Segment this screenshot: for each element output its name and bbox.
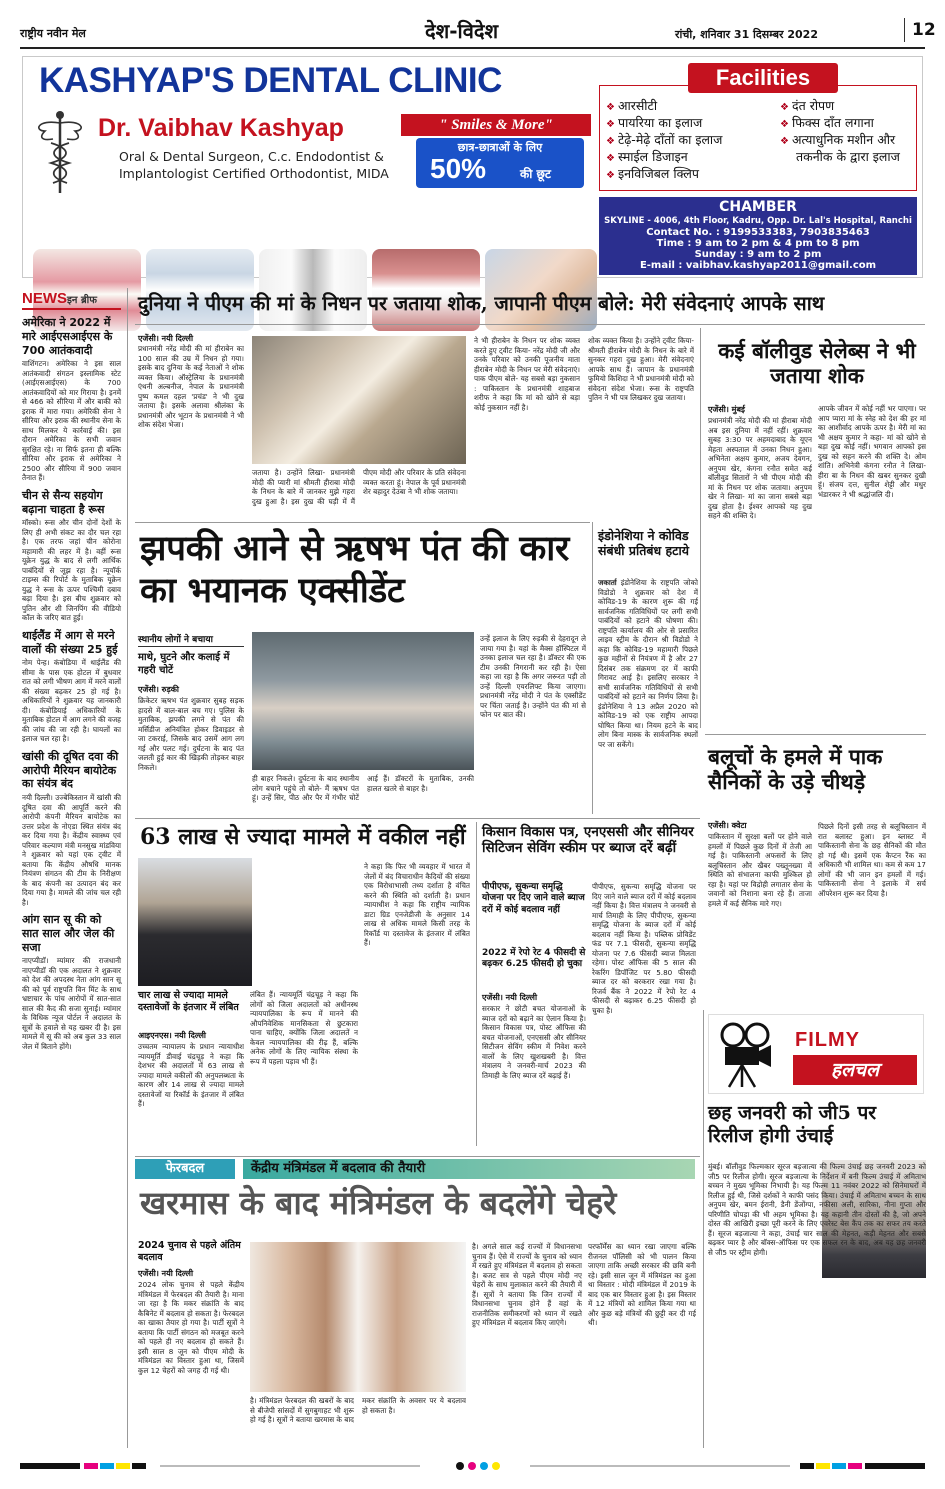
credentials-line-1: Oral & Dental Surgeon, C.c. Endodontist & [119, 149, 384, 164]
cabinet-kicker: फेरबदल [135, 1159, 235, 1179]
cabinet-subhead: 2024 चुनाव से पहले अंतिम बदलाव [138, 1240, 241, 1263]
filmy-label: FILMY [795, 1029, 860, 1051]
cabinet-col2: है। मंत्रिमंडल फेरबदल की खबरों के बाद से बीजेपी सांसदों में सुगबुगाहट भी शुरू हो गई है। सूत्रों ने बताया खरमास के बाद मकर संक्रांति के अवसर पर ये बदलाव हो सकता है। [250, 1396, 466, 1424]
aligner-image [146, 249, 254, 331]
brief-item: अमेरिका ने 2022 में मारे आईएसआईएस के 700 आतंकवादी वाशिंगटन। अमेरिका ने इस साल आतंकवादी संगठन इस्लामिक स्टेट (आईएसआईएस) के 700 आतंकवादियों को मार गिराया है। इनमें से 466 को सीरिया में और बाकी को इराक में मारा गया। अमेरिकी सेना ने सीरिया और इराक की स्थानीय सेना के साथ मिलकर ये कार्रवाई की। इस दौरान अमेरिका के सभी जवान सुरक्षित रहे। ना सिर्फ इतना ही बल्कि सीरिया और इराक से अमेरिका ने 2500 और सीरिया में 900 जवान तैनात हैं। [22, 316, 121, 483]
modi-shah-photo [250, 1242, 466, 1392]
filmy-body: मुंबई। बॉलीवुड फिल्मकार सूरज बड़जात्या की फिल्म उंचाई छह जनवरी 2023 को जी5 पर रिलीज होगी। सूरज बड़जात्या के निर्देशन में बनी फिल्म उंचाई में अमिताभ बच्चन ने मुख्य भूमिका निभायी है। यह फिल्म 11 नवंबर 2022 को सिनेमाघरों में रिलीज हुई थी, जिसे दर्शकों ने काफी पसंद किया। उंचाई में अमिताभ बच्चन के साथ अनुपम खेर, बमन ईरानी, डैनी डेंजोंग्पा, नफीसा अली, सारिका, नीना गुप्ता और परिणीति चोपड़ा की भी अहम भूमिका है। यह कहानी तीन दोस्तों की है, जो अपने दोस्त की आखिरी इच्छा पूरी करने के लिए एवरेस्ट बेस कैंप तक का सफर तय करते हैं। सूरज बड़जात्या ने कहा, उंचाई चार साल की मेहनत, कड़ी मेहनत और सबसे बढ़कर प्यार है और बॉक्स-ऑफिस पर एक सफल रन के बाद, अब यह छह जनवरी से जी5 पर स्ट्रीम होगी। [708, 1162, 926, 1257]
cabinet-headline: खरमास के बाद मंत्रिमंडल के बदलेंगे चेहरे [140, 1184, 617, 1222]
cabinet-kicker-bar [135, 1156, 700, 1178]
chief-justice-photo [138, 858, 252, 986]
clinic-name: KASHYAP'S DENTAL CLINIC [39, 61, 502, 100]
indonesia-headline: इंडोनेशिया ने कोविड संबंधी प्रतिबंध हटाये [598, 528, 689, 558]
savings-headline: किसान विकास पत्र, एनएससी और सीनियर सिटिजन सेविंग स्कीम पर ब्याज दरें बढ़ीं [482, 824, 694, 857]
doctor-name: Dr. Vaibhav Kashyap [98, 114, 344, 142]
halchal-label: हलचल [793, 1055, 917, 1085]
cabinet-col4: परफॉर्मेंस का ध्यान रखा जाएगा बल्कि रीजनल पॉलिसी को भी पालन किया जाएगा ताकि अच्छी सरकार की छवि बनी रहे। इसी साल जून में मंत्रिमंडल का हुआ था विस्तार : मोदी मंत्रिमंडल में 2019 के बाद एक बार विस्तार हुआ है। इस विस्तार में 12 मंत्रियों को शामिल किया गया था और कुछ बड़े मंत्रियों की छुट्टी कर दी गई थी। [588, 1242, 696, 1327]
savings-col1: सरकार ने छोटी बचत योजनाओं के ब्याज दरों को बढ़ाने का ऐलान किया है। किसान विकास पत्र, पोस्ट ऑफिस की बचत योजनाओं, एनएससी और सीनियर सिटीजन सेविंग स्कीम में निवेश करने वालों के लिए खुशखबरी है। वित्त मंत्रालय ने जनवरी-मार्च 2023 की तिमाही के लिए ब्याज दरें बढ़ाई हैं। [482, 1004, 586, 1080]
student-offer: छात्र-छात्राओं के लिए 50% की छूट [416, 138, 584, 188]
news-in-brief [22, 288, 121, 1448]
savings-subhead-2: 2022 में रेपो रेट 4 फीसदी से बढ़कर 6.25 फीसदी हो चुका [482, 948, 586, 970]
pant-col1: क्रिकेटर ऋषभ पंत शुक्रवार सुबह सड़क हादसे में बाल-बाल बच गए। पुलिस के मुताबिक, झपकी लगने से पंत की मर्सिडीज अनियंत्रित होकर डिवाइडर से जा टकराई, जिसके बाद उसमें आग लग गई और पलट गई। दुर्घटना के बाद पंत जलती हुई कार की खिड़की तोड़कर बाहर निकले। [138, 696, 244, 772]
pm-mother-headline: दुनिया ने पीएम की मां के निधन पर जताया शोक, जापानी पीएम बोले: मेरी संवेदनाएं आपके साथ [138, 292, 825, 315]
chamber-box: CHAMBER SKYLINE - 4006, 4th Floor, Kadru, Opp. Dr. Lal's Hospital, Ranchi Contact No. : 9199533383, 7903835463 Time : 9 am to 2 pm & 4 pm to 8 pm Sunday : 9 am to 2 pm E-mail : vaibhav.kashyap2011@gmail.com [599, 197, 917, 275]
pak-byline: एजेंसी। क्वेटा [708, 821, 747, 830]
film-camera-icon [715, 1021, 779, 1089]
implant-image [259, 249, 367, 331]
savings-byline: एजेंसी। नयी दिल्ली [482, 993, 538, 1002]
pm-mother-col4: शोक व्यक्त किया है। उन्होंने ट्वीट किया- श्रीमती हीराबेन मोदी के निधन के बारे में सुनकर गहरा दुख हुआ। मेरी संवेदनाएं आपके साथ हैं। जापान के प्रधानमंत्री फुमियो किशिदा ने भी प्रधानमंत्री मोदी को संवेदना संदेश भेजा। रूस के राष्ट्रपति पुतिन ने भी पत्र लिखकर दुख जताया। [588, 336, 694, 402]
cabinet-col3: है। अगले साल कई राज्यों में विधानसभा चुनाव हैं। ऐसे में राज्यों के चुनाव को ध्यान में रखते हुए मंत्रिमंडल में बदलाव हो सकता है। बजट सत्र से पहले पीएम मोदी नए चेहरों के साथ मुलाकात करने की तैयारी में हैं। सूत्रों ने बताया कि जिन राज्यों में विधानसभा चुनाव होने हैं वहां के राजनीतिक समीकरणों को ध्यान में रखते हुए मंत्रिमंडल में बदलाव किए जाएंगे। [472, 1242, 582, 1327]
pant-col3: उन्हें इलाज के लिए रुड़की से देहरादून ले जाया गया है। यहां के मैक्स हॉस्पिटल में उनका इलाज चल रहा है। डॉक्टर की एक टीम उनकी निगरानी कर रही है। ऐसा कहा जा रहा है कि अगर जरूरत पड़ी तो उन्हें दिल्ली एयरलिफ्ट किया जाएगा। प्रधानमंत्री नरेंद्र मोदी ने पंत के एक्सीडेंट पर चिंता जताई है। उन्होंने पंत की मां से फोन पर बात की। [480, 634, 586, 719]
credentials-line-2: Implantologist Certified Orthodontist, MIDA [119, 166, 389, 181]
pak-headline: बलूचों के हमले में पाक सैनिकों के उड़े चीथड़े [708, 744, 883, 795]
brief-item: चीन से सैन्य सहयोग बढ़ाना चाहता है रूस मॉस्को। रूस और चीन दोनों देशों के लिए ही अभी संकट का दौर चल रहा है। एक तरफ जहां चीन कोरोना महामारी की लहर में है। वहीं रूस यूक्रेन युद्ध के बाद से लगी आर्थिक पाबंदियों से जूझ रहा है। न्यूयॉर्क टाइम्स की रिपोर्ट के मुताबिक यूक्रेन युद्ध ने रूस के ऊपर पश्चिमी दबाव बढ़ा दिया है। इस बीच शुक्रवार को पुतिन और शी जिनपिंग की वीडियो कॉल के जरिए बात हुई। [22, 488, 121, 623]
page-number: 12 [912, 20, 936, 40]
pant-kicker: स्थानीय लोगों ने बचाया [138, 635, 213, 645]
pm-mother-col3: ने भी हीराबेन के निधन पर शोक व्यक्त करते हुए ट्वीट किया- नरेंद्र मोदी जी और उनके परिवार को उनकी पूजनीय माता हीराबेन मोदी के निधन पर मेरी संवेदनाएं। पाक पीएम बोले- यह सबसे बड़ा नुकसान : पाकिस्तान के प्रधानमंत्री शाहबाज शरीफ ने कहा कि मां को खोने से बड़ा कोई नुकसान नहीं है। [474, 336, 580, 412]
pm-with-mother-photo [252, 336, 466, 464]
smile-image [372, 249, 480, 331]
pant-headline: झपकी आने से ऋषभ पंत की कार का भयानक एक्सीडेंट [140, 528, 569, 611]
facilities-title: Facilities [688, 63, 838, 93]
lawyers-byline: आइएनएस। नयी दिल्ली [138, 1031, 206, 1040]
facilities-right-list: ❖ दंत रोपण ❖ फिक्स दाँत लगाना ❖ अत्याधुनिक मशीन और तकनीक के द्वारा इलाज [780, 98, 900, 164]
cabinet-kicker-head: केंद्रीय मंत्रिमंडल में बदलाव की तैयारी [243, 1159, 695, 1179]
pak-col2: पिछले दिनों इसी तरह से बलूचिस्तान में रात बलास्ट हुआ। इन ब्लास्ट में पाकिस्तानी सेना के छह सैनिकों की मौत हो गई थी। इसमें एक कैप्टन रैंक का अधिकारी भी शामिल था। कम से कम 17 लोगों की भी जान इन हमलों में गई। पाकिस्तानी सेना ने इलाके में सर्च ऑपरेशन शुरू कर दिया है। [818, 822, 926, 898]
savings-col2: पीपीएफ, सुकन्या समृद्धि योजना पर दिए जाने वाले ब्याज दरों में कोई बदलाव नहीं किया है। वित्त मंत्रालय ने जनवरी से मार्च तिमाही के लिए पीपीएफ, सुकन्या समृद्धि योजना के ब्याज दरों में कोई बदलाव नहीं किया है। पब्लिक प्रोविडेंट फंड पर 7.1 फीसदी, सुकन्या समृद्धि योजना पर 7.6 फीसदी ब्याज मिलता रहेगा। पोस्ट ऑफिस की 5 साल की रेकरिंग डिपॉजिट पर 5.80 फीसदी ब्याज दर को बरकरार रखा गया है। रिजर्व बैंक ने 2022 में रेपो रेट 4 फीसदी से बढ़ाकर 6.25 फीसदी हो चुका है। [592, 882, 696, 1015]
dateline: रांची, शनिवार 31 दिसम्बर 2022 [675, 28, 818, 41]
color-registration-bar [20, 1456, 925, 1466]
pm-mother-col2: जताया है। उन्होंने लिखा- प्रधानमंत्री मोदी की प्यारी मां श्रीमती हीराबा मोदी के निधन के बारे में जानकर मुझे गहरा दुख हुआ है। इस दुख की घड़ी में मैं पीएम मोदी और परिवार के प्रति संवेदना व्यक्त करता हूं। नेपाल के पूर्व प्रधानमंत्री शेर बहादुर देउबा ने भी शोक जताया। [252, 468, 466, 506]
pm-mother-col1: प्रधानमंत्री नरेंद्र मोदी की मां हीराबेन का 100 साल की उम्र में निधन हो गया। इसके बाद दुनिया के कई नेताओं ने शोक व्यक्त किया। ऑस्ट्रेलिया के प्रधानमंत्री एंथनी अल्बनीज, नेपाल के प्रधानमंत्री पुष्प कमल दहल 'प्रचंड' ने भी दुख जताया है। इसके अलावा श्रीलंका के प्रधानमंत्री और भूटान के प्रधानमंत्री ने भी शोक संदेश भेजा। [138, 344, 244, 429]
news-brief-label: NEWSइन ब्रीफ [22, 288, 121, 310]
dental-clinic-ad [22, 56, 923, 278]
tagline: " Smiles & More" [401, 114, 591, 136]
pant-byline: एजेंसी। रुड़की [138, 685, 179, 694]
facilities-box [599, 85, 917, 191]
pak-col1: पाकिस्तान में सुरक्षा बलों पर होने वाले हमलों में पिछले कुछ दिनों में तेजी आ गई है। पाकिस्तानी अफसरों के लिए बलूचिस्तान और खैबर पख्तूनख्वा में स्थिति को संभालना काफी मुश्किल हो रहा है। यहां पर विद्रोही लगातार सेना के जवानों को निशाना बना रहे हैं। ताजा हमले में कई सैनिक मारे गए। [708, 832, 812, 908]
pm-mother-byline: एजेंसी। नयी दिल्ली [138, 334, 194, 343]
child-checkup-image [485, 249, 597, 331]
bollywood-byline: एजेंसी। मुंबई [708, 405, 745, 414]
indonesia-body: जकार्ता इंडोनेशिया के राष्ट्रपति जोको विडोडो ने शुक्रवार को देश में कोविड-19 के कारण शुरू की गई सार्वजनिक गतिविधियों पर लगी सभी पाबंदियों को हटाने की घोषणा की। राष्ट्रपति कार्यालय की ओर से प्रसारित लाइव स्ट्रीम के दौरान श्री विडोडो ने कहा कि कोविड-19 महामारी पिछले कुछ महीनों से नियंत्रण में है और 27 दिसंबर तक संक्रमण दर में काफी गिरावट आई है। इसलिए सरकार ने सभी सार्वजनिक गतिविधियों से सभी पाबंदियों को हटाने का निर्णय लिया है। इंडोनेशिया ने 13 अप्रैल 2020 को कोविड-19 को एक राष्ट्रीय आपदा घोषित किया था। नियम हटने के बाद लोग बिना मास्क के सार्वजनिक स्थलों पर जा सकेंगे। [598, 578, 698, 749]
bollywood-headline: कई बॉलीवुड सेलेब्स ने भी जताया शोक [718, 338, 916, 389]
section-title: देश-विदेश [425, 19, 499, 43]
cabinet-col1: 2024 लोक चुनाव से पहले केंद्रीय मंत्रिमंडल में फेरबदल की तैयारी है। माना जा रहा है कि मकर संक्रांति के बाद कैबिनेट में बदलाव हो सकता है। फेरबदल का खाका तैयार हो गया है। पार्टी सूत्रों ने बताया कि पार्टी संगठन को मजबूत करने को पहले ही नए बदलाव हो सकते हैं। इसी साल 8 जून को पीएम मोदी के मंत्रिमंडल का विस्तार हुआ था, जिसमें कुल 12 चेहरों को जगह दी गई थी। [138, 1280, 244, 1375]
filmy-headline: छह जनवरी को जी5 पर रिलीज होगी उंचाई [708, 1102, 877, 1148]
masthead [20, 14, 936, 46]
bollywood-col2: आपके जीवन में कोई नहीं भर पाएगा। पर आप प्यारा मां के स्नेह को देश की हर मां का आशीर्वाद आपके ऊपर है। मेरी मां का भी अक्षय कुमार ने कहा- मां को खोने से बड़ा दुख कोई नहीं। भगवान आपको इस दुख को सहन करने की शक्ति दे। ओम शांति। अभिनेत्री कंगना रनौत ने लिखा- हीरा बा के निधन की खबर सुनकर दुखी हूं। संजय दत्त, सुनील शेट्टी और मधुर भंडारकर ने भी श्रद्धांजलि दी। [818, 404, 926, 499]
bollywood-col1: प्रधानमंत्री नरेंद्र मोदी की मां हीराबा मोदी अब इस दुनिया में नहीं रहीं। शुक्रवार सुबह 3:30 पर अहमदाबाद के यूएन मेहता अस्पताल में उनका निधन हुआ। अभिनेता अक्षय कुमार, अजय देवगन, अनुपम खेर, कंगना रनौत समेत कई बॉलीवुड सितारों ने भी पीएम मोदी की मां के निधन पर शोक जताया। अनुपम खेर ने लिखा- मां का जाना सबसे बड़ा दुख होता है। ईश्वर आपको यह दुख सहने की शक्ति दे। [708, 416, 812, 520]
facilities-left-list: ❖ आरसीटी ❖ पायरिया का इलाज ❖ टेढ़े-मेढ़े दाँतों का इलाज ❖ स्माईल डिजाइन ❖ इनविजिबल क्लिप [606, 98, 723, 181]
pant-subhead: माथे, घुटने और कलाई में गहरी चोटें [138, 652, 230, 676]
savings-subhead-1: पीपीएफ, सुकन्या समृद्धि योजना पर दिए जाने वाले ब्याज दरों में कोई बदलाव नहीं [482, 882, 585, 915]
filmy-banner [708, 1014, 924, 1094]
lawyers-col3: ने कहा कि फिर भी व्यवहार में भारत में जेलों में बंद विचाराधीन कैदियों की संख्या एक विरोधाभासी तथ्य दर्शाता है वंचित करने की स्थिति को दर्शाती है। प्रधान न्यायाधीश ने कहा कि राष्ट्रीय न्यायिक डाटा ग्रिड एनजेडीजी के अनुसार 14 लाख से अधिक मामले किसी तरह के रिकॉर्ड या दस्तावेज के इंतजार में लंबित हैं। [364, 862, 470, 947]
brief-item: थाईलैंड में आग से मरने वालों की संख्या 25 हुई नोम पेन्ह। कंबोडिया में थाईलैंड की सीमा के पास एक होटल में बुधवार रात को लगी भीषण आग में मरने वालों की संख्या बढ़कर 25 हो गई है। अधिकारियों ने शुक्रवार यह जानकारी दी। कंबोडियाई अधिकारियों के मुताबिक होटल में आग लगने की वजह की जांच की जा रही है। घायलों का इलाज चल रहा है। [22, 628, 121, 744]
brief-item: आंग सान सू की को सात साल और जेल की सजा नाएप्यीडॉ। म्यांमार की राजधानी नाएप्यीडॉ की एक अदालत ने शुक्रवार को देश की अपदस्थ नेता आंग सान सू की को पूर्व राष्ट्रपति विन मिंट के साथ भ्रष्टाचार के पांच आरोपों में सात-सात साल की कैद की सजा सुनाई। म्यांमार के विधिक न्यूज पोर्टल ने अदालत के सूत्रों के हवाले से यह खबर दी है। इस मामले में सू की को अब कुल 33 साल जेल में बिताने होंगे। [22, 913, 121, 1051]
cabinet-byline: एजेंसी। नयी दिल्ली [138, 1269, 194, 1278]
brief-item: खांसी की दूषित दवा की आरोपी मैरियन बायोटेक का संयंत्र बंद नयी दिल्ली। उज्बेकिस्तान में खांसी की दूषित दवा की आपूर्ति करने की आरोपी कंपनी मैरियन बायोटेक का उत्तर प्रदेश के नोएडा स्थित संयंत्र बंद कर दिया गया है। केंद्रीय स्वास्थ्य एवं परिवार कल्याण मंत्री मनसुख मांडविया ने शुक्रवार को यहां एक ट्वीट में बताया कि केंद्रीय औषधि मानक नियंत्रण संगठन की टीम के निरीक्षण के बाद कंपनी का उत्पादन बंद कर दिया गया है। मामले की जांच चल रही है। [22, 749, 121, 907]
lawyers-headline: 63 लाख से ज्यादा मामले में वकील नहीं [140, 824, 466, 850]
paper-name: राष्ट्रीय नवीन मेल [20, 27, 86, 40]
lawyers-col1: उच्चतम न्यायालय के प्रधान न्यायाधीश न्यायमूर्ति डीवाई चंद्रचूड़ ने कहा कि देशभर की अदालतों में 63 लाख से ज्यादा मामले वकीलों की अनुपलब्धता के कारण और 14 लाख से ज्यादा मामले दस्तावेजों या रिकॉर्ड के इंतजार में लंबित हैं। [138, 1042, 244, 1108]
lawyers-col2: लंबित हैं। न्यायमूर्ति चंद्रचूड़ ने कहा कि लोगों को जिला अदालतों को अधीनस्थ न्यायपालिका के रूप में मानने की औपनिवेशिक मानसिकता से छुटकारा पाना चाहिए, क्योंकि जिला अदालतें न केवल न्यायपालिका की रीढ़ हैं, बल्कि अनेक लोगों के लिए न्यायिक संस्था के रूप में पहला पड़ाव भी हैं। [250, 990, 358, 1066]
lawyers-subhead: चार लाख से ज्यादा मामले दस्तावेजों के इंतजार में लंबित [138, 990, 239, 1013]
pant-col2: ही बाहर निकले। दुर्घटना के बाद स्थानीय लोग बचाने पहुंचे तो बोले- मैं ऋषभ पंत हूं। उन्हें सिर, पीठ और पैर में गंभीर चोटें आई हैं। डॉक्टरों के मुताबिक, उनकी हालत खतरे से बाहर है। [252, 774, 474, 802]
caduceus-icon [31, 109, 89, 195]
pant-accident-photo [252, 632, 474, 770]
